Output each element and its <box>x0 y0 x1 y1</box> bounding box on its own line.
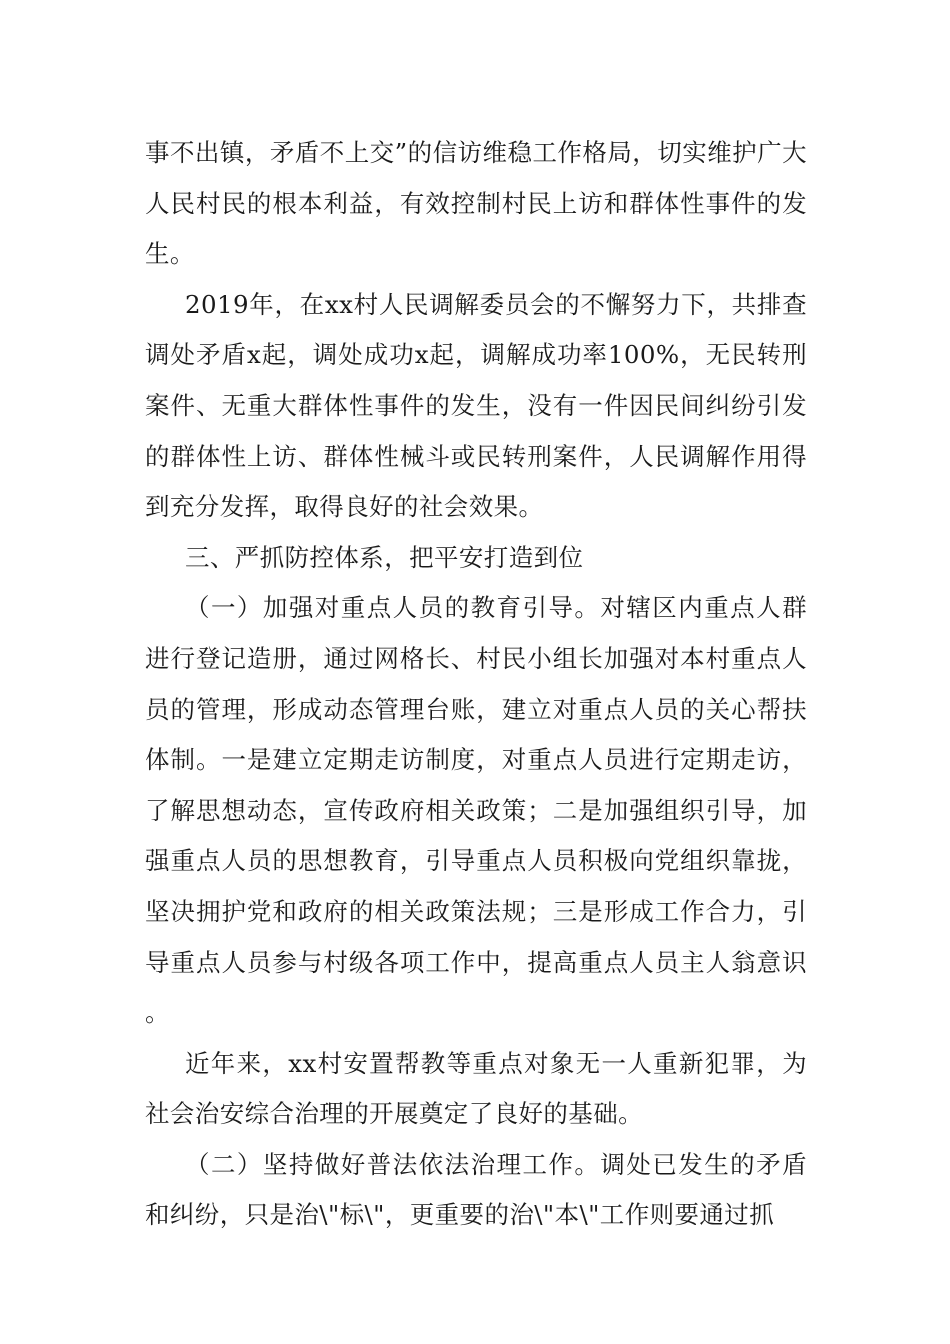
paragraph-4: （一）加强对重点人员的教育引导。对辖区内重点人群进行登记造册，通过网格长、村民小组长加强对本村重点人员的管理，形成动态管理台账，建立对重点人员的关心帮扶体制。一是建立定期走访制度，对重点人员进行定期走访，了解思想动态，宣传政府相关政策；二是加强组织引导，加强重点人员的思想教育，引导重点人员积极向党组织靠拢，坚决拥护党和政府的相关政策法规；三是形成工作合力，引导重点人员参与村级各项工作中，提高重点人员主人翁意识。 <box>145 593 807 1028</box>
section-heading-3: 三、严抓防控体系，把平安打造到位 <box>185 542 584 572</box>
paragraph-2: 2019年，在xx村人民调解委员会的不懈努力下，共排查调处矛盾x起，调处成功x起，调解成功率100%，无民转刑案件、无重大群体性事件的发生，没有一件因民间纠纷引发的群体性上访、群体性械斗或民转刑案件，人民调解作用得到充分发挥，取得良好的社会效果。 <box>145 289 807 522</box>
document-body <box>145 128 807 1241</box>
paragraph-6: （二）坚持做好普法依法治理工作。调处已发生的矛盾和纠纷，只是治\"标\"，更重要的治\"本\"工作则要通过抓 <box>145 1149 807 1230</box>
paragraph-5: 近年来，xx村安置帮教等重点对象无一人重新犯罪，为社会治安综合治理的开展奠定了良好的基础。 <box>145 1048 807 1129</box>
paragraph-1: 事不出镇，矛盾不上交”的信访维稳工作格局，切实维护广大人民村民的根本利益，有效控制村民上访和群体性事件的发生。 <box>145 138 807 269</box>
